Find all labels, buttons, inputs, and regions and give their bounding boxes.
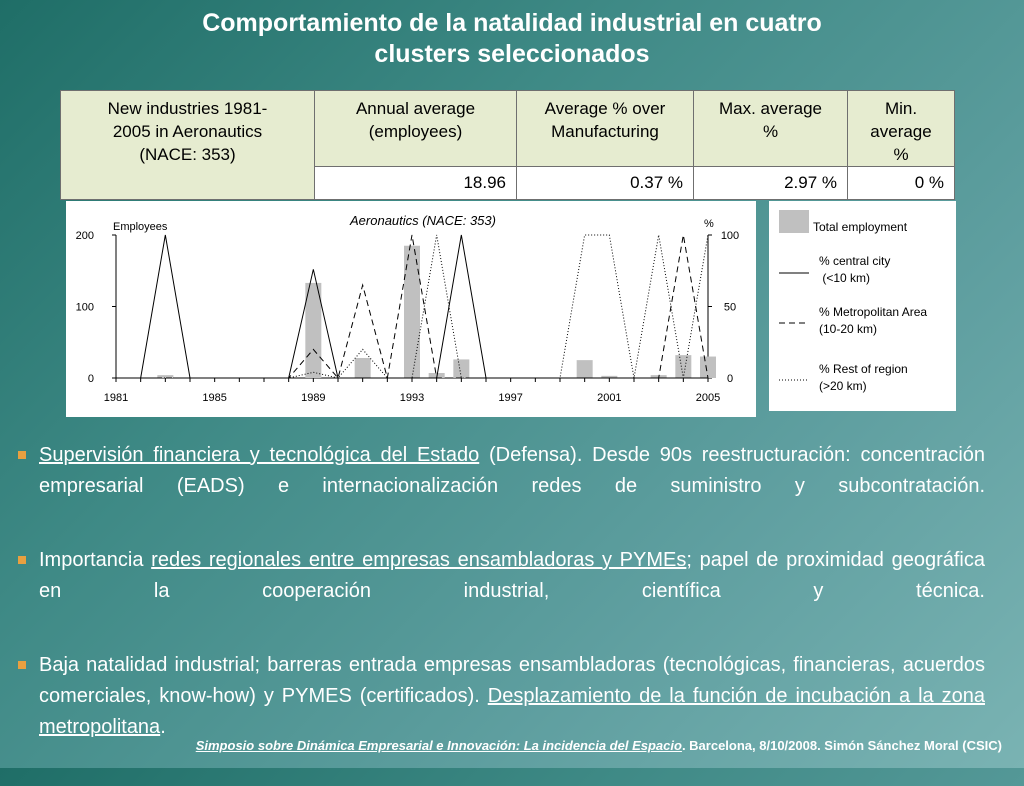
- slide-title-line-2: clusters seleccionados: [374, 40, 650, 68]
- column-header-line: (employees): [368, 122, 463, 141]
- legend-label-total-employment: Total employment: [813, 220, 908, 234]
- column-header-annual-average: [315, 91, 517, 167]
- bullet-text: .: [160, 716, 166, 738]
- bullet-marker-icon: [18, 451, 26, 459]
- x-tick-label: 1989: [301, 392, 326, 404]
- legend-label-rest-of-region: % Rest of region: [819, 362, 908, 376]
- chart-title: Aeronautics (NACE: 353): [350, 213, 496, 228]
- bullet-link[interactable]: Supervisión financiera y tecnológica del Estado: [39, 444, 480, 466]
- column-header-max-average: [694, 91, 848, 167]
- legend-label-rest-of-region: (>20 km): [819, 379, 867, 393]
- chart: [66, 201, 756, 417]
- legend-label-central-city: (<10 km): [819, 271, 871, 285]
- x-tick-label: 1985: [202, 392, 227, 404]
- bullet-text: Importancia: [39, 549, 152, 571]
- left-y-tick-label: 200: [75, 230, 94, 242]
- column-header-line: Average % over: [544, 99, 666, 118]
- value-average-percent: 0.37 %: [517, 167, 694, 200]
- bar-total-employment: [675, 355, 691, 378]
- bullet-text: Baja natalidad industrial; barreras entrada empresas ensambladoras (tecnológicas, financieras, acuerdos comerciales, know-how) y PYMES (certificados).: [39, 654, 985, 707]
- column-header-line: Min. average: [870, 99, 932, 141]
- bullet-text: ; papel de proximidad geográfica en la cooperación industrial, científica y técnica.: [39, 549, 985, 602]
- bar-total-employment: [305, 283, 321, 378]
- right-axis-label: %: [704, 218, 714, 230]
- right-y-tick-label: 0: [726, 373, 734, 385]
- row-header-line: New industries 1981-: [107, 99, 268, 118]
- right-y-tick-label: 50: [723, 301, 737, 314]
- bullet-marker-icon: [18, 556, 26, 564]
- chart-legend: [769, 201, 956, 411]
- value-annual-average: 18.96: [315, 167, 517, 200]
- bullet-text: (Defensa). Desde 90s reestructuración: concentración empresarial (EADS) e internacionalización redes de suministro y subcontratación.: [39, 444, 986, 497]
- value-max-average: 2.97 %: [694, 167, 848, 200]
- column-header-line: Max. average: [719, 99, 822, 118]
- footer-text: . Barcelona, 8/10/2008. Simón Sánchez Moral (CSIC): [681, 738, 1002, 753]
- column-header-line: Annual average: [355, 99, 476, 118]
- row-header-line: 2005 in Aeronautics: [112, 122, 263, 141]
- slide-title-line-1: Comportamiento de la natalidad industrial en cuatro: [202, 9, 822, 37]
- chart-panel: [66, 201, 756, 417]
- x-tick-label: 1997: [498, 392, 523, 404]
- stats-table: [60, 90, 955, 200]
- bar-total-employment: [700, 357, 716, 378]
- bullet-item: [18, 650, 985, 774]
- legend-graphic: [769, 201, 956, 411]
- legend-swatch-total-employment: [779, 210, 809, 233]
- x-tick-label: 1981: [103, 392, 129, 404]
- column-header-min-average: [848, 91, 955, 167]
- column-header-line: Manufacturing: [551, 122, 659, 141]
- bar-total-employment: [355, 358, 371, 378]
- left-axis-label: Employees: [113, 221, 168, 233]
- bar-total-employment: [577, 360, 593, 378]
- plot-area: [76, 230, 740, 404]
- slide-title: [150, 8, 874, 70]
- bullet-item: [18, 545, 985, 638]
- bar-total-employment: [453, 359, 469, 378]
- left-y-tick-label: 100: [75, 301, 94, 314]
- value-min-average: 0 %: [848, 167, 955, 200]
- legend-label-metropolitan-area: % Metropolitan Area: [819, 305, 928, 319]
- bullet-link[interactable]: redes regionales entre empresas ensambladoras y PYMEs: [151, 549, 687, 571]
- bullet-item: [18, 440, 985, 533]
- row-header-cell: [61, 91, 315, 200]
- footer: [0, 738, 1002, 753]
- x-tick-label: 1993: [399, 392, 425, 404]
- bullet-marker-icon: [18, 661, 26, 669]
- x-tick-label: 2001: [597, 392, 622, 404]
- column-header-line: %: [762, 122, 779, 141]
- bullet-list: [18, 440, 985, 786]
- bullet-link[interactable]: Desplazamiento de la función de incubación a la zona metropolitana: [39, 685, 985, 738]
- column-header-average-percent: [517, 91, 694, 167]
- column-header-line: %: [893, 145, 909, 164]
- x-tick-label: 2005: [695, 392, 721, 404]
- footer-link[interactable]: Simposio sobre Dinámica Empresarial e Innovación: La incidencia del Espacio: [195, 738, 682, 753]
- legend-label-metropolitan-area: (10-20 km): [819, 322, 878, 336]
- left-y-tick-label: 0: [87, 373, 94, 385]
- legend-label-central-city: % central city: [819, 254, 891, 268]
- row-header-line: (NACE: 353): [139, 145, 236, 164]
- right-y-tick-label: 100: [720, 230, 740, 242]
